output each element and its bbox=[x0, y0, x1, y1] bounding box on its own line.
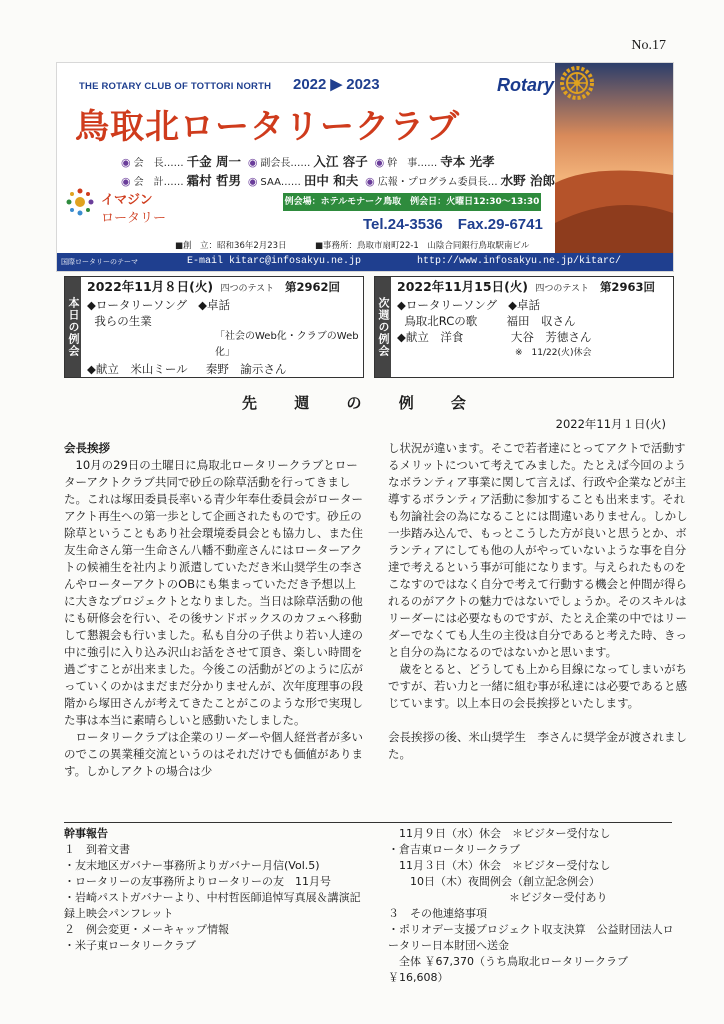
report-item: １ 到着文書 bbox=[64, 843, 130, 856]
officer-name: 水野 治郎 bbox=[500, 173, 555, 188]
report-column-left bbox=[64, 826, 366, 954]
ri-theme-label: 国際ロータリーのテーマ bbox=[61, 258, 138, 266]
report-item: ・倉吉東ロータリークラブ bbox=[388, 843, 520, 856]
officer-name: 寺本 光孝 bbox=[440, 154, 495, 169]
song-title: 鳥取北RCの歌 bbox=[404, 314, 478, 328]
officer-role: SAA…… bbox=[260, 177, 301, 188]
song-label: ◆ロータリーソング bbox=[397, 298, 498, 312]
report-item: ・米子東ロータリークラブ bbox=[64, 939, 196, 952]
holiday-note: ※ 11/22(火)休会 bbox=[515, 348, 592, 358]
article-column-right bbox=[388, 440, 690, 763]
report-heading: 幹事報告 bbox=[64, 827, 108, 840]
officers-list bbox=[121, 153, 558, 191]
officer-name: 霜村 哲男 bbox=[186, 173, 241, 188]
report-item: 11月３日（木）休会 ＊ビジター受付なし bbox=[388, 859, 611, 872]
next-date: 2022年11月15日(火) bbox=[397, 279, 529, 294]
rotary-wordmark: Rotary bbox=[497, 75, 555, 95]
bullet-icon: ◉ bbox=[374, 156, 385, 169]
report-item: ２ 例会変更・メーキャップ情報 bbox=[64, 923, 229, 936]
founded-date: ■創 立：昭和36年2月23日 bbox=[175, 241, 287, 251]
paragraph: 10月の29日の土曜日に鳥取北ロータリークラブとローターアクトクラブ共同で砂丘の除草活動を行ってきました。これは塚田委員長率いる青少年奉仕委員会がローターアクト再生への第一歩として企画されたものです。砂丘の除草ということもあり社会環境委員会とも協力し、また住友生命さん第一生命さん八幡不動産さんにはローターアクトの候補生を社内より派遣していただき米山奨学生の李さんやローターアクトのOBにも集まっていただき予想以上に大きなプロジェクトとなりました。当日は除草活動の他にも研修会を行い、その後サンドボックスのカフェへ移動して懇親会も行いました。私も自分の子供より若い人達の中に強引に入り込み沢山お話をさせて頂き、楽しい時間を過ごすことが出来ました。今後この活動がどのように広がっていくのかはまだまだ分かりませんが、次年度理事の段階から塚田さんが考えてきたことがこのような形で実現した事は本当に素晴らしいと感動いたしました。 bbox=[64, 458, 363, 727]
rotary-year: 2022 ▶ 2023 bbox=[293, 76, 380, 93]
officer-role: 会 長…… bbox=[133, 158, 184, 169]
club-name-japanese: 鳥取北ロータリークラブ bbox=[75, 107, 460, 147]
officer-role: 広報・プログラム委員長… bbox=[377, 177, 498, 188]
officers-row-2 bbox=[121, 172, 558, 191]
tel-fax: Tel.24-3536 Fax.29-6741 bbox=[363, 216, 543, 233]
bullet-icon: ◉ bbox=[247, 156, 258, 169]
talk-speaker: 秦野 諭示さん bbox=[205, 362, 287, 376]
next-tab: 次週の例会 bbox=[375, 277, 391, 377]
talk-label: ◆卓話 bbox=[198, 298, 230, 312]
paragraph: ロータリークラブは企業のリーダーや個人経営者が多いのでこの異業種交流というのはそれだけでも価値があります。しかしアクトの場合は少 bbox=[64, 730, 363, 778]
song-title: 我らの生業 bbox=[94, 314, 152, 328]
section-divider bbox=[64, 822, 672, 823]
contact-bar bbox=[57, 253, 673, 271]
website-link[interactable]: http://www.infosakyu.ne.jp/kitarc/ bbox=[417, 256, 622, 267]
email-link[interactable]: E-mail kitarc@infosakyu.ne.jp bbox=[187, 256, 362, 267]
bullet-icon: ◉ bbox=[121, 156, 131, 169]
talk-label: ◆卓話 bbox=[508, 298, 540, 312]
officer-name: 入江 容子 bbox=[313, 154, 368, 169]
speaker-2: 大谷 芳徳さん bbox=[510, 330, 592, 344]
report-item: ３ その他連絡事項 bbox=[388, 907, 487, 920]
article-date: 2022年11月１日(火) bbox=[555, 417, 666, 431]
report-item: ・岩崎パストガバナーより、中村哲医師追悼写真展＆講演記録上映会パンフレット bbox=[64, 891, 361, 920]
talk-title: 「社会のWeb化・クラブのWeb化」 bbox=[215, 331, 359, 358]
article-column-left bbox=[64, 440, 366, 780]
rotary-wheel-icon bbox=[559, 65, 595, 101]
four-way-test: 四つのテスト bbox=[535, 284, 589, 294]
four-way-test: 四つのテスト bbox=[220, 284, 275, 294]
bullet-icon: ◉ bbox=[121, 175, 131, 188]
paragraph: 会長挨拶の後、米山奨学生 李さんに奨学金が渡されました。 bbox=[388, 730, 687, 761]
office-address: ■事務所：鳥取市扇町22-1 山陰合同銀行鳥取駅南ビル bbox=[315, 241, 530, 251]
newsletter-masthead bbox=[56, 62, 674, 272]
meeting-number: 第2962回 bbox=[285, 280, 341, 294]
meeting-info: 例会場：ホテルモナーク鳥取 例会日：火曜日12:30～13:30 bbox=[283, 193, 541, 211]
song-label: ◆ロータリーソング bbox=[87, 298, 188, 312]
club-name-english: THE ROTARY CLUB OF TOTTORI NORTH bbox=[79, 81, 272, 92]
speaker-1: 福田 収さん bbox=[506, 314, 576, 328]
report-item: 全体 ￥67,370（うち鳥取北ロータリークラブ￥16,608） bbox=[388, 955, 628, 984]
meeting-number: 第2963回 bbox=[599, 280, 655, 294]
officer-role: 会 計…… bbox=[133, 177, 184, 188]
report-item: ・ポリオデー支援プロジェクト収支決算 公益財団法人ロータリー日本財団へ送金 bbox=[388, 923, 674, 952]
paragraph-spacer bbox=[388, 712, 690, 729]
paragraph: し状況が違います。そこで若者達にとってアクトで活動するメリットについて考えてみました。たとえば今回のようなボランティア事業に関して言えば、行政や企業などが主導するボランティア活動に参加することも出来ます。それも勿論社会の為になることには間違いありません。しかし一歩踏み込んで、もっとこうした方が良いと思うとか、ボランティアにしても他の人がやっていないような事を自分達で考えるという事が可能になります。与えられたものをこなすのではなく自分で考えて行動する機会と仲間が得られるのがアクトの魅力ではないでしょうか。そのスキルはリーダーには必要なものですが、たとえ企業の中ではリーダーでなくても人生の主役は自分であると考えた時、きっと自分の為になるのではないかと思います。 bbox=[388, 441, 688, 659]
imagine-rotary-logo-icon bbox=[65, 187, 95, 217]
menu: ◆献立 洋食 bbox=[397, 330, 464, 344]
report-item: ＊ビジター受付あり bbox=[388, 891, 608, 904]
report-item: ・ロータリーの友事務所よりロータリーの友 11月号 bbox=[64, 875, 331, 888]
menu: ◆献立 米山ミール bbox=[87, 362, 188, 376]
report-item: ・友末地区ガバナー事務所よりガバナー月信(Vol.5) bbox=[64, 859, 320, 872]
theme-line-2: ロータリー bbox=[101, 211, 167, 226]
bullet-icon: ◉ bbox=[247, 175, 258, 188]
report-item: 10日（木）夜間例会（創立記念例会） bbox=[388, 875, 600, 888]
theme-line-1: イマジン bbox=[101, 193, 153, 208]
officer-name: 田中 和夫 bbox=[303, 173, 359, 188]
today-meeting-box bbox=[64, 276, 364, 378]
issue-number: No.17 bbox=[631, 38, 666, 53]
officers-row-1 bbox=[121, 153, 558, 172]
paragraph: 歳をとると、どうしても上から目線になってしまいがちですが、若い力と一緒に組む事が私達には必要であると感じています。以上本日の会長挨拶といたします。 bbox=[388, 662, 687, 710]
officer-role: 副会長…… bbox=[260, 158, 311, 169]
officer-role: 幹 事…… bbox=[387, 158, 438, 169]
next-meeting-box bbox=[374, 276, 674, 378]
today-date: 2022年11月８日(火) bbox=[87, 279, 214, 294]
report-column-right bbox=[388, 826, 678, 986]
article-heading: 会長挨拶 bbox=[64, 441, 110, 455]
report-item: 11月９日（水）休会 ＊ビジター受付なし bbox=[388, 827, 611, 840]
officer-name: 千金 周一 bbox=[186, 154, 241, 169]
bullet-icon: ◉ bbox=[365, 175, 375, 188]
today-tab: 本日の例会 bbox=[65, 277, 81, 377]
article-title: 先 週 の 例 会 bbox=[242, 394, 482, 412]
